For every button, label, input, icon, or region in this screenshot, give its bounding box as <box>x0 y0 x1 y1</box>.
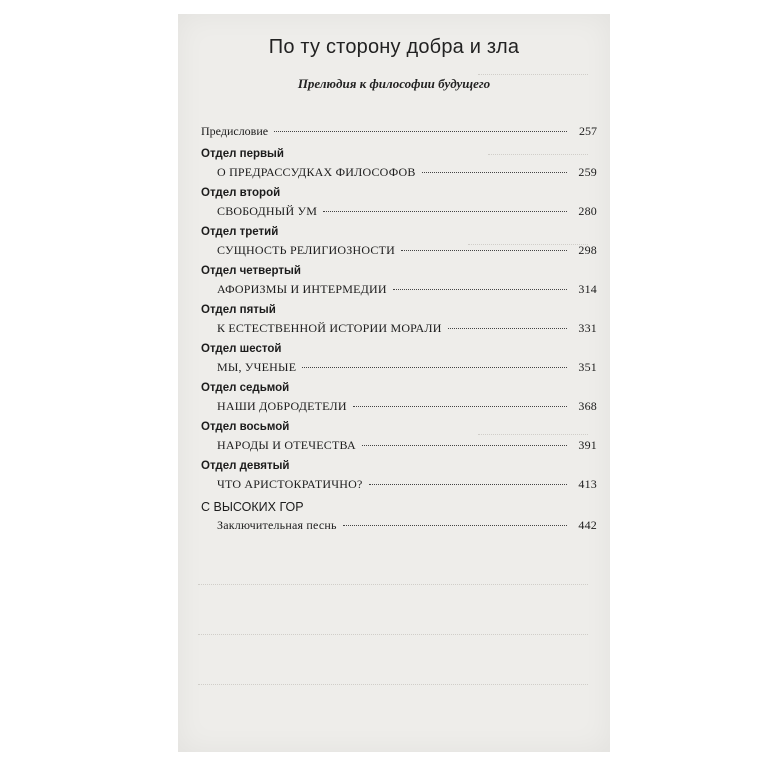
toc-page-number: 314 <box>578 282 597 296</box>
toc-page-number: 280 <box>578 204 597 218</box>
toc-page-number: 368 <box>578 399 597 413</box>
toc-page-number: 391 <box>578 438 597 452</box>
dot-leader <box>393 289 567 290</box>
dot-leader <box>353 406 567 407</box>
toc-section-label: Отдел девятый <box>201 460 290 472</box>
toc-entry-title: СВОБОДНЫЙ УМ <box>217 204 318 218</box>
dot-leader <box>274 131 567 132</box>
toc-preface[interactable] <box>201 124 597 139</box>
toc-section-label: Отдел восьмой <box>201 421 290 433</box>
bleed-through-mark <box>478 74 588 75</box>
dot-leader <box>323 211 567 212</box>
toc-final-heading: С ВЫСОКИХ ГОР <box>201 500 304 514</box>
toc-section[interactable] <box>201 304 597 336</box>
toc-final-section[interactable] <box>201 500 597 533</box>
toc-section-label: Отдел второй <box>201 187 281 199</box>
dot-leader <box>302 367 567 368</box>
toc-section-label: Отдел первый <box>201 148 284 160</box>
toc-page-number: 442 <box>578 518 597 532</box>
toc-section[interactable] <box>201 343 597 375</box>
toc-page-number: 298 <box>578 243 597 257</box>
toc-page-number: 331 <box>578 321 597 335</box>
bleed-through-mark <box>198 684 588 685</box>
book-title: По ту сторону добра и зла <box>268 36 520 58</box>
toc-entry-title: НАШИ ДОБРОДЕТЕЛИ <box>217 399 347 413</box>
toc-section-label: Отдел седьмой <box>201 382 290 394</box>
toc-page-number: 351 <box>578 360 597 374</box>
dot-leader <box>401 250 567 251</box>
dot-leader <box>422 172 567 173</box>
dot-leader <box>369 484 568 485</box>
toc-section[interactable] <box>201 460 597 492</box>
book-page <box>178 14 610 752</box>
toc-section[interactable] <box>201 265 597 297</box>
toc-entry-title: НАРОДЫ И ОТЕЧЕСТВА <box>217 438 356 452</box>
dot-leader <box>343 525 567 526</box>
toc-page-number: 259 <box>578 165 597 179</box>
bleed-through-mark <box>198 634 588 635</box>
dot-leader <box>448 328 567 329</box>
toc-section[interactable] <box>201 187 597 219</box>
toc-page-number: 257 <box>579 124 597 138</box>
toc-entry-title: СУЩНОСТЬ РЕЛИГИОЗНОСТИ <box>217 243 395 257</box>
bleed-through-mark <box>198 584 588 585</box>
toc-section-label: Отдел шестой <box>201 343 282 355</box>
toc-entry-title: О ПРЕДРАССУДКАХ ФИЛОСОФОВ <box>217 165 416 179</box>
toc-section[interactable] <box>201 421 597 453</box>
toc-section-label: Отдел четвертый <box>201 265 301 277</box>
toc-entry-title: Заключительная песнь <box>217 518 337 532</box>
book-subtitle: Прелюдия к философии будущего <box>297 76 491 91</box>
toc-section-label: Отдел пятый <box>201 304 276 316</box>
toc-entry-title: АФОРИЗМЫ И ИНТЕРМЕДИИ <box>217 282 387 296</box>
toc-entry-title: Предисловие <box>201 124 269 138</box>
toc-section[interactable] <box>201 148 597 180</box>
toc-entry-title: ЧТО АРИСТОКРАТИЧНО? <box>217 477 363 491</box>
toc-section[interactable] <box>201 382 597 414</box>
table-of-contents <box>201 124 597 533</box>
toc-entry-title: МЫ, УЧЕНЫЕ <box>217 360 297 374</box>
toc-section[interactable] <box>201 226 597 258</box>
dot-leader <box>362 445 567 446</box>
toc-section-label: Отдел третий <box>201 226 279 238</box>
toc-page-number: 413 <box>578 477 597 491</box>
toc-entry-title: К ЕСТЕСТВЕННОЙ ИСТОРИИ МОРАЛИ <box>217 321 442 335</box>
